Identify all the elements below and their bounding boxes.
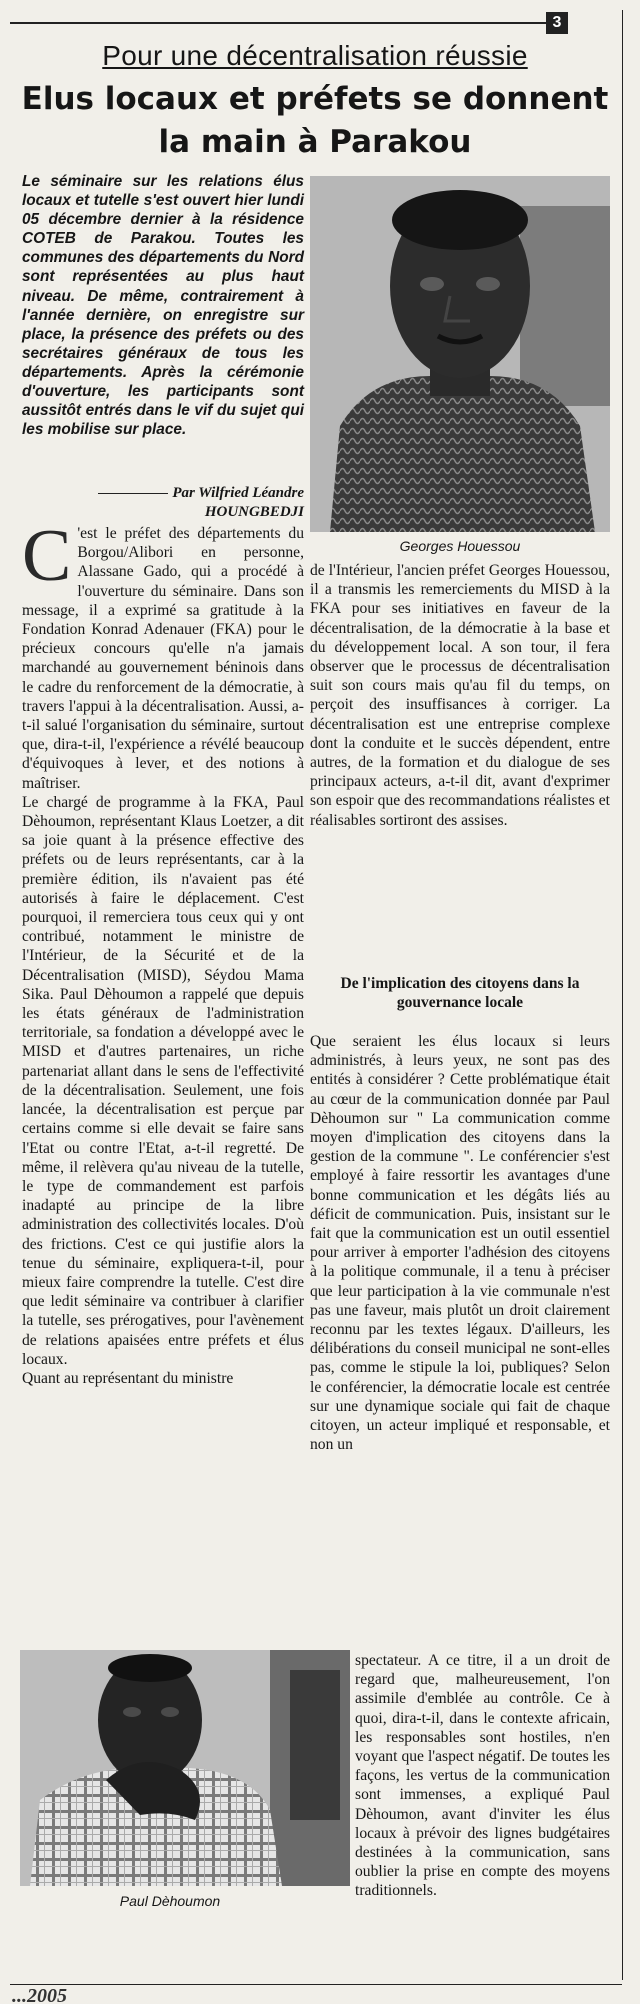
byline-text: Par Wilfried Léandre HOUNGBEDJI <box>172 485 304 520</box>
article-column-2 <box>310 561 610 830</box>
byline-dash <box>98 493 168 494</box>
paragraph-6: spectateur. A ce titre, il a un droit de regard que, malheureusement, l'on assimile d'emblée au contrôle. Ce à quoi, dira-t-il, dans le contexte africain, les responsables sont hostiles, n'en voyant que l'aspect négatif. De toutes les façons, les vertus de la communication sont immenses, a expliqué Paul Dèhoumon, avant d'inviter les élus locaux à prévoir des lignes budgétaires destinées à la communication, sans oublier la prise en compte des moyens traditionnels. <box>355 1652 610 1900</box>
footer-fragment: ...2005 <box>12 1988 67 2004</box>
photo-paul-dehoumon <box>20 1650 350 1886</box>
article-column-1 <box>22 515 304 1388</box>
bottom-rule <box>10 1984 622 1985</box>
photo-georges-houessou <box>310 176 610 532</box>
article-subhead: De l'implication des citoyens dans la gouvernance locale <box>340 975 580 1011</box>
photo-caption-dehoumon: Paul Dèhoumon <box>119 1893 221 1909</box>
top-rule <box>10 22 546 24</box>
right-rule <box>622 10 623 1980</box>
article-column-2-wrap <box>355 1651 610 1901</box>
article-column-2-continued <box>310 1032 610 1454</box>
paragraph-1-text: 'est le préfet des départements du Borgou/Alibori en personne, Alassane Gado, qui a procédé à l'ouverture du séminaire. Dans son message, il a exprimé sa gratitude à la Fondation Konrad Adenauer (FKA) pour le précieux concours qu'elle n'a jamais marchandé au gouvernement béninois dans le cadre du renforcement de la démocratie, à travers l'appui à la décentralisation. Aussi, a-t-il salué l'organisation du séminaire, surtout que, dira-t-il, l'expérience a révélé beaucoup d'équivoques à lever, et des notions à maîtriser. <box>22 525 304 792</box>
page-number: 3 <box>546 12 568 34</box>
photo-caption-houessou: Georges Houessou <box>399 538 521 554</box>
paragraph-4: de l'Intérieur, l'ancien préfet Georges Houessou, il a transmis les remerciements du MISD à la FKA pour ses initiatives en faveur de la décentralisation, de la démocratie à la base et du développement local. A son tour, il fera observer que le processus de décentralisation suit son cours mais qu'au fil du temps, on perçoit des insuffisances à corriger. La décentralisation est une entreprise complexe dont la conduite et le succès dépendent, entre autres, de la formation et du dialogue de ses principaux acteurs, a-t-il dit, avant d'exprimer son espoir que des recommandations réalistes et réalisables sortiront des assises. <box>310 562 610 829</box>
article-kicker: Pour une décentralisation réussie <box>102 40 528 71</box>
article-headline: Elus locaux et préfets se donnent la main à Parakou <box>21 81 609 160</box>
paragraph-3: Quant au représentant du ministre <box>22 1369 234 1387</box>
drop-cap: C <box>22 515 72 597</box>
paragraph-1 <box>22 515 304 793</box>
paragraph-5: Que seraient les élus locaux si leurs administrés, à leurs yeux, ne sont pas des entités à considérer ? Cette problématique était au cœur de la communication donnée par Paul Dèhoumon sur " La communication comme moyen d'implication des citoyens dans la gestion de la commune ". Le conférencier s'est employé à faire ressortir les avantages d'une bonne communication et les dégâts liés au déficit de communication. Puis, insistant sur le fait que la communication est un outil essentiel pour arriver à emporter l'adhésion des citoyens à la politique communale, il a tenu à préciser que leur participation à la vie communale n'est pas une faveur, mais plutôt un droit clairement reconnu par les textes légaux. D'ailleurs, les délibérations du conseil municipal ne sont-elles pas, comme le stipule la loi, publiques? Selon le conférencier, la démocratie locale est centrée sur une dynamique sociale qui fait de chaque citoyen, un acteur impliqué et responsable, et non un <box>310 1033 610 1454</box>
article-lead: Le séminaire sur les relations élus locaux et tutelle s'est ouvert hier lundi 05 décembre dernier à la résidence COTEB de Parakou. Toutes les communes des départements du Nord sont représentées au plus haut niveau. De même, contrairement à l'année dernière, on enregistre sur place, la présence des préfets ou des secrétaires généraux de tous les départements. Après la cérémonie d'ouverture, les participants sont aussitôt entrés dans le vif du sujet qui les mobilise sur place. <box>22 173 304 439</box>
paragraph-2: Le chargé de programme à la FKA, Paul Dèhoumon, représentant Klaus Loetzer, a dit sa joie quant à la présence effective des préfets ou de leurs représentants, car à la première édition, ils n'avaient pas été autorisés à faire le déplacement. C'est pourquoi, il remerciera tous ceux qui y ont contribué, notamment le ministre de l'Intérieur, de la Sécurité et de la Décentralisation (MISD), Séydou Mama Sika. Paul Dèhoumon a rappelé que depuis les états généraux de l'administration territoriale, sa fondation a développé avec le MISD et d'autres partenaires, un riche partenariat allant dans le sens de l'effectivité de la décentralisation. Seulement, une fois lancée, la décentralisation est perçue par certains comme si elle devait se faire sans l'Etat ou contre l'Etat, a-t-il regretté. De même, il relèvera qu'au niveau de la tutelle, le type de commandement est parfois inadapté au principe de la libre administration des collectivités locales. D'où des frictions. C'est ce qui justifie alors la tenue du séminaire, expliquera-t-il, pour mieux faire comprendre la tutelle. C'est dire que ledit séminaire va contribuer à clarifier la tutelle, ses prérogatives, pour l'avènement de relations apaisées entre préfets et élus locaux. <box>22 793 304 1368</box>
